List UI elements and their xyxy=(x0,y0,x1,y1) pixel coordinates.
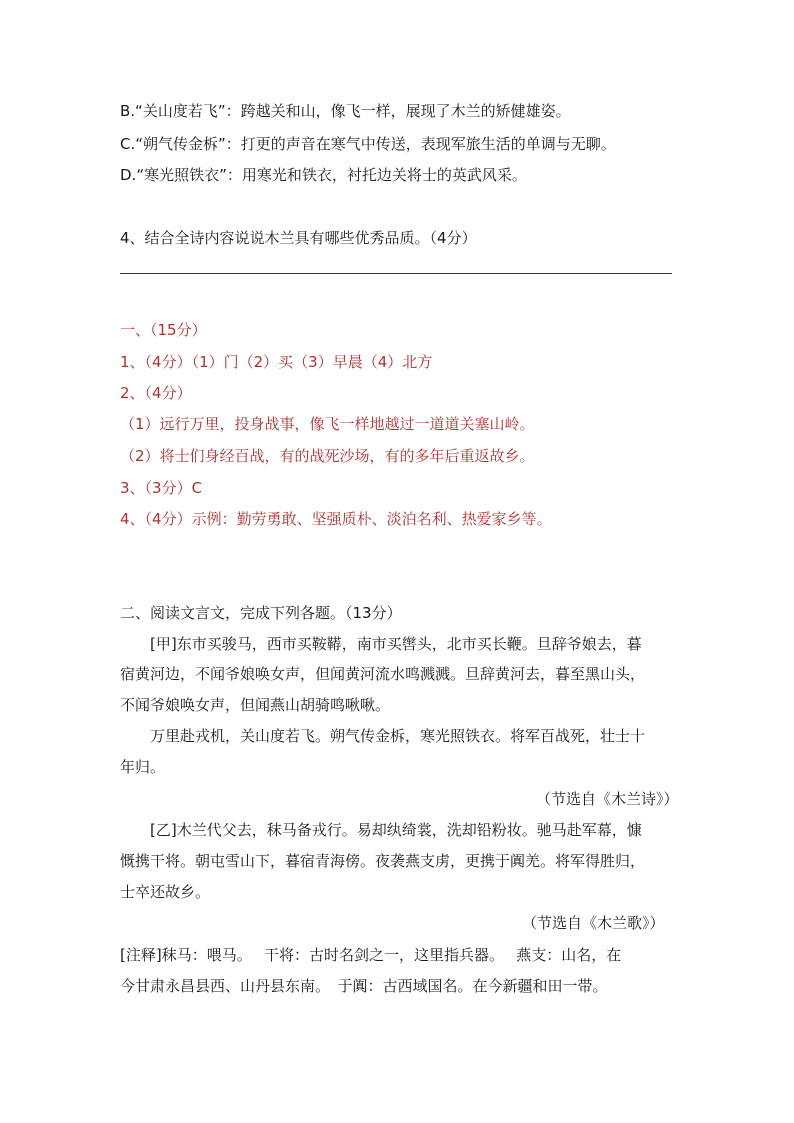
passage-yi-source: （节选自《木兰歌》） xyxy=(522,914,665,932)
answer-1: 1、（4分）（1）门（2）买（3）早晨（4）北方 xyxy=(120,353,433,371)
option-c: C.“朔气传金柝”：打更的声音在寒气中传送，表现军旅生活的单调与无聊。 xyxy=(120,135,616,153)
question-4: 4、结合全诗内容说说木兰具有哪些优秀品质。（4分） xyxy=(120,229,477,247)
passage-yi-line: 慨携干将。朝屯雪山下，暮宿青海傍。夜袭燕支虏，更携于阗羌。将军得胜归， xyxy=(120,852,646,870)
answer-2-2: （2）将士们身经百战，有的战死沙场，有的多年后重返故乡。 xyxy=(120,447,535,465)
passage-jia-line: 年归。 xyxy=(120,758,166,776)
passage-jia-line: 不闻爷娘唤女声，但闻燕山胡骑鸣啾啾。 xyxy=(120,696,391,714)
passage-jia-line: 万里赴戎机，关山度若飞。朔气传金柝，寒光照铁衣。将军百战死，壮士十 xyxy=(150,727,646,745)
passage-jia-line: 宿黄河边，不闻爷娘唤女声，但闻黄河流水鸣溅溅。旦辞黄河去，暮至黑山头， xyxy=(120,665,646,683)
option-d: D.“寒光照铁衣”：用寒光和铁衣，衬托边关将士的英武风采。 xyxy=(120,166,527,184)
answer-3: 3、（3分）C xyxy=(120,479,203,497)
passage-jia-line: [甲]东市买骏马，西市买鞍鞯，南市买辔头，北市买长鞭。旦辞爷娘去，暮 xyxy=(150,635,642,653)
notes-line: 今甘肃永昌县西、山丹县东南。 于阗：古西域国名。在今新疆和田一带。 xyxy=(120,977,608,995)
answer-4: 4、（4分）示例：勤劳勇敢、坚强质朴、淡泊名利、热爱家乡等。 xyxy=(120,510,552,528)
answer-section-title: 一、（15分） xyxy=(120,321,207,339)
answer-2-1: （1）远行万里，投身战事，像飞一样地越过一道道关塞山岭。 xyxy=(120,415,535,433)
notes-line: [注释]秣马：喂马。 干将：古时名剑之一，这里指兵器。 燕支：山名，在 xyxy=(120,946,622,964)
passage-yi-line: 士卒还故乡。 xyxy=(120,883,211,901)
answer-2: 2、（4分） xyxy=(120,384,192,402)
answer-line xyxy=(120,273,672,274)
option-b: B.“关山度若飞”：跨越关和山，像飞一样，展现了木兰的矫健雄姿。 xyxy=(120,102,571,120)
passage-yi-line: [乙]木兰代父去，秣马备戎行。易却纨绮裳，洗却铅粉妆。驰马赴军幕，慷 xyxy=(150,821,642,839)
passage-jia-source: （节选自《木兰诗》） xyxy=(536,790,679,808)
section-2-title: 二、阅读文言文，完成下列各题。（13分） xyxy=(120,604,402,622)
